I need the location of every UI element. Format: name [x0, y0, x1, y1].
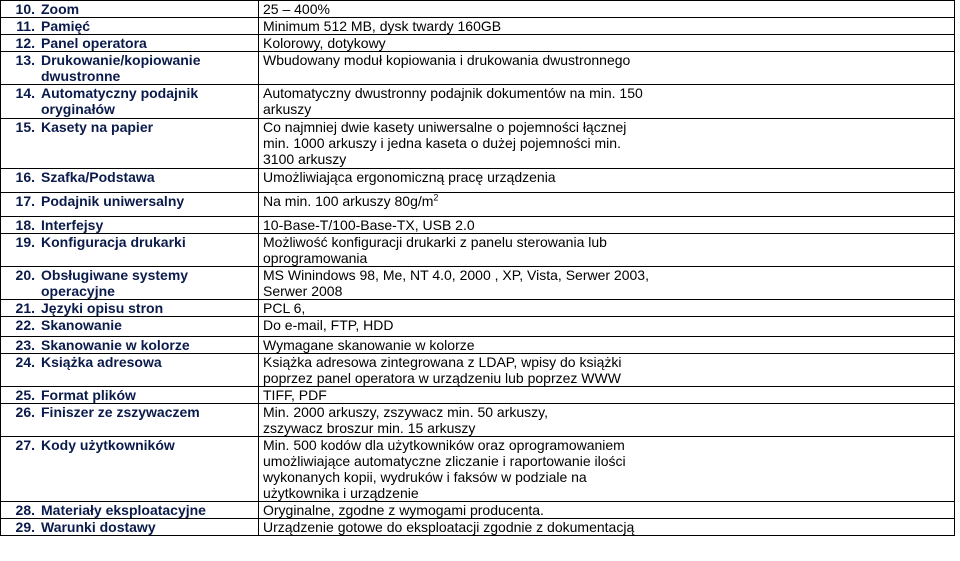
spec-value-text: Serwer 2008 [263, 283, 343, 299]
spec-row-number: 23. [15, 337, 35, 353]
spec-row [1, 267, 955, 300]
spec-parameter-name: Podajnik uniwersalny [41, 193, 185, 209]
spec-parameter-cell [1, 387, 259, 404]
spec-value-text: oprogramowania [263, 250, 368, 266]
spec-row-number: 14. [15, 85, 35, 101]
spec-value-text: Umożliwiająca ergonomiczną pracę urządzenia [263, 169, 556, 185]
spec-parameter-cell [1, 85, 259, 119]
spec-row [1, 18, 955, 35]
spec-value-cell [259, 267, 955, 300]
spec-value-text: 25 – 400% [263, 1, 330, 17]
spec-value-text: MS Winindows 98, Me, NT 4.0, 2000 , XP, Vista, Serwer 2003, [263, 267, 649, 283]
spec-row [1, 217, 955, 234]
spec-parameter-cell [1, 437, 259, 502]
spec-row-number: 11. [16, 18, 35, 34]
spec-parameter-cell [1, 404, 259, 437]
spec-value-cell [259, 217, 955, 234]
spec-row [1, 1, 955, 18]
spec-value-cell [259, 1, 955, 18]
spec-parameter-cell [1, 35, 259, 52]
spec-parameter-name: Format plików [41, 387, 136, 403]
spec-value-text: Kolorowy, dotykowy [263, 35, 386, 51]
spec-row [1, 35, 955, 52]
spec-value-text: użytkownika i urządzenie [263, 485, 419, 501]
spec-value-text: min. 1000 arkuszy i jedna kaseta o dużej pojemności min. [263, 135, 621, 151]
spec-value-cell [259, 18, 955, 35]
spec-parameter-name: Języki opisu stron [41, 300, 164, 316]
spec-parameter-cell [1, 234, 259, 267]
spec-row-number: 20. [15, 267, 35, 283]
spec-parameter-cell [1, 267, 259, 300]
spec-value-line [263, 193, 950, 209]
spec-row [1, 337, 955, 354]
spec-parameter-name: operacyjne [41, 283, 115, 299]
spec-value-text: Możliwość konfiguracji drukarki z panelu sterowania lub [263, 234, 607, 250]
spec-parameter-name: dwustronne [41, 68, 121, 84]
spec-value-text: Minimum 512 MB, dysk twardy 160GB [263, 18, 502, 34]
spec-parameter-name: Interfejsy [41, 217, 104, 233]
specification-table-body [1, 1, 955, 536]
spec-row-number: 15. [15, 119, 35, 135]
spec-row-number: 21. [15, 300, 35, 316]
superscript: 2 [433, 192, 439, 203]
spec-value-cell [259, 387, 955, 404]
spec-row [1, 85, 955, 119]
spec-parameter-name: Finiszer ze zszywaczem [41, 404, 200, 420]
spec-parameter-name: Konfiguracja drukarki [41, 234, 186, 250]
spec-parameter-name: Drukowanie/kopiowanie [41, 52, 201, 68]
spec-row [1, 404, 955, 437]
spec-value-cell [259, 502, 955, 519]
spec-parameter-cell [1, 337, 259, 354]
spec-parameter-cell [1, 169, 259, 193]
spec-row-number: 16. [15, 169, 35, 185]
spec-value-cell [259, 234, 955, 267]
spec-row [1, 193, 955, 217]
spec-parameter-cell [1, 354, 259, 387]
spec-row-number: 29. [15, 519, 35, 535]
spec-parameter-name: Książka adresowa [41, 354, 162, 370]
spec-parameter-cell [1, 1, 259, 18]
spec-value-text: PCL 6, [263, 300, 306, 316]
spec-parameter-name: Kasety na papier [41, 119, 154, 135]
spec-parameter-cell [1, 119, 259, 169]
spec-parameter-name: Kody użytkowników [41, 437, 175, 453]
spec-row-number: 25. [15, 387, 35, 403]
spec-value-text: zszywacz broszur min. 15 arkuszy [263, 420, 476, 436]
spec-value-text: umożliwiające automatyczne zliczanie i raportowanie ilości [263, 453, 626, 469]
spec-row [1, 52, 955, 85]
spec-value-cell [259, 404, 955, 437]
spec-parameter-cell [1, 18, 259, 35]
spec-parameter-name: Pamięć [41, 18, 91, 34]
spec-value-text: Oryginalne, zgodne z wymogami producenta. [263, 502, 544, 518]
spec-parameter-name: Szafka/Podstawa [41, 169, 155, 185]
spec-row-number: 22. [15, 317, 35, 333]
spec-row [1, 300, 955, 317]
spec-value-cell [259, 437, 955, 502]
spec-value-text: Do e-mail, FTP, HDD [263, 317, 394, 333]
spec-value-cell [259, 300, 955, 317]
spec-value-cell [259, 337, 955, 354]
spec-row [1, 354, 955, 387]
spec-parameter-cell [1, 52, 259, 85]
spec-row-number: 28. [15, 502, 35, 518]
spec-value-text: 3100 arkuszy [263, 151, 347, 167]
spec-parameter-cell [1, 519, 259, 536]
spec-value-text: TIFF, PDF [263, 387, 327, 403]
spec-row-number: 17. [15, 193, 35, 209]
spec-row-number: 18. [15, 217, 35, 233]
spec-row-number: 19. [15, 234, 35, 250]
spec-value-cell [259, 169, 955, 193]
spec-row-number: 10. [15, 1, 35, 17]
spec-parameter-name: Skanowanie w kolorze [41, 337, 190, 353]
spec-parameter-cell [1, 317, 259, 337]
spec-parameter-cell [1, 217, 259, 234]
spec-value-text: Wbudowany moduł kopiowania i drukowania dwustronnego [263, 52, 631, 68]
spec-parameter-name: Zoom [41, 1, 80, 17]
spec-value-text: arkuszy [263, 101, 312, 117]
spec-value-cell [259, 193, 955, 217]
spec-value-cell [259, 317, 955, 337]
spec-parameter-cell [1, 502, 259, 519]
spec-value-text: Wymagane skanowanie w kolorze [263, 337, 475, 353]
spec-row [1, 387, 955, 404]
spec-value-text: Min. 2000 arkuszy, zszywacz min. 50 arkuszy, [263, 404, 549, 420]
spec-value-text: Książka adresowa zintegrowana z LDAP, wpisy do książki [263, 354, 622, 370]
spec-row [1, 169, 955, 193]
spec-parameter-name: oryginałów [41, 101, 115, 117]
spec-row-number: 24. [15, 354, 35, 370]
spec-row-number: 13. [15, 52, 35, 68]
spec-row [1, 119, 955, 169]
spec-parameter-name: Warunki dostawy [41, 519, 156, 535]
spec-value-text: Co najmniej dwie kasety uniwersalne o pojemności łącznej [263, 119, 627, 135]
spec-parameter-name: Materiały eksploatacyjne [41, 502, 206, 518]
spec-parameter-name: Panel operatora [41, 35, 147, 51]
spec-value-text: Urządzenie gotowe do eksploatacji zgodnie z dokumentacją [263, 519, 635, 535]
spec-parameter-cell [1, 193, 259, 217]
spec-value-text: Min. 500 kodów dla użytkowników oraz oprogramowaniem [263, 437, 625, 453]
spec-row-number: 12. [15, 35, 35, 51]
spec-row [1, 437, 955, 502]
spec-value-cell [259, 119, 955, 169]
spec-value-cell [259, 519, 955, 536]
spec-value-text: Na min. 100 arkuszy 80g/m [263, 193, 434, 209]
spec-row-number: 27. [15, 437, 35, 453]
spec-value-cell [259, 85, 955, 119]
spec-row [1, 519, 955, 536]
spec-value-text: poprzez panel operatora w urządzeniu lub poprzez WWW [263, 370, 621, 386]
spec-row [1, 234, 955, 267]
spec-row-number: 26. [15, 404, 35, 420]
spec-value-cell [259, 52, 955, 85]
spec-parameter-name: Obsługiwane systemy [41, 267, 189, 283]
spec-value-cell [259, 35, 955, 52]
spec-value-cell [259, 354, 955, 387]
spec-row [1, 317, 955, 337]
spec-value-text: wykonanych kopii, wydruków i faksów w podziale na [263, 469, 587, 485]
spec-parameter-cell [1, 300, 259, 317]
spec-parameter-name: Automatyczny podajnik [41, 85, 199, 101]
spec-row [1, 502, 955, 519]
spec-value-text: Automatyczny dwustronny podajnik dokumentów na min. 150 [263, 85, 643, 101]
spec-value-text: 10-Base-T/100-Base-TX, USB 2.0 [263, 217, 475, 233]
spec-parameter-name: Skanowanie [41, 317, 122, 333]
